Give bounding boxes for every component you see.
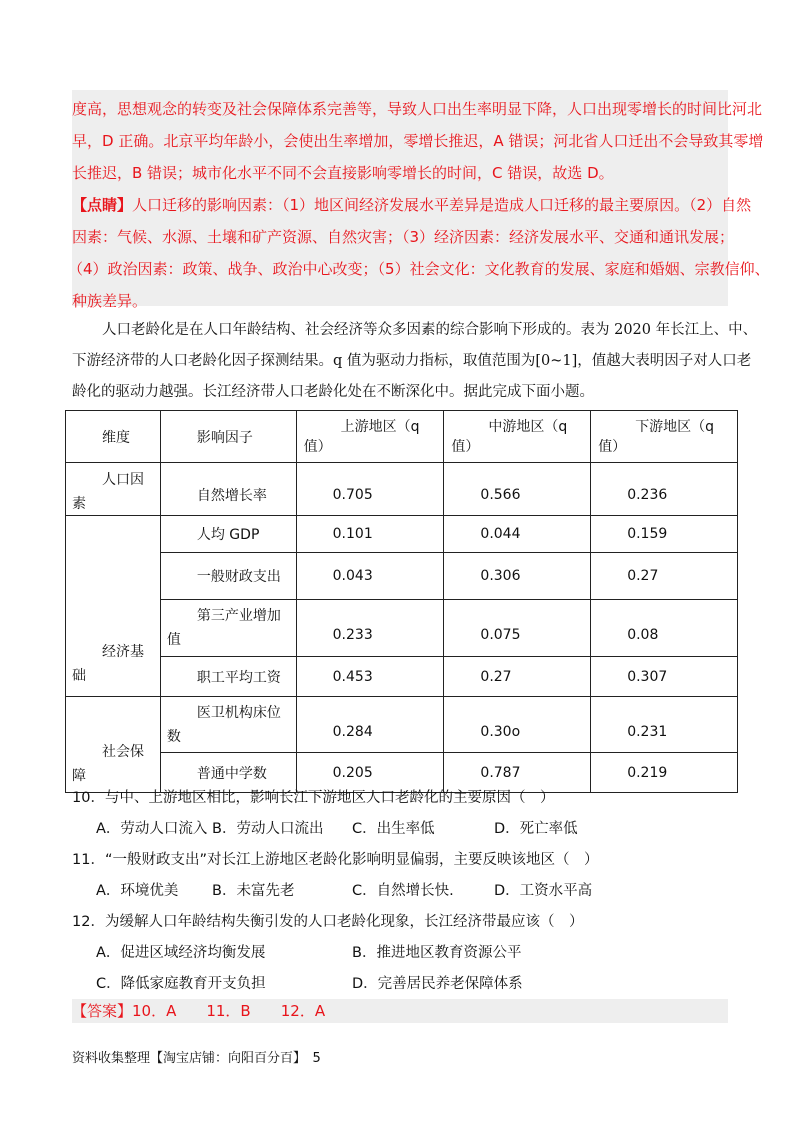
dimension-social-line-1: 社会保 (102, 744, 144, 760)
table-row (66, 697, 738, 753)
lower-value-cell: 0.219 (591, 753, 738, 793)
answer-line: 【答案】10．A 11．B 12．A (72, 1002, 326, 1020)
header-middle (444, 411, 591, 463)
factor-cell: 自然增长率 (160, 463, 296, 516)
aging-factor-table (65, 410, 738, 793)
question-10-option-a: A．劳动人口流入 (96, 821, 208, 837)
page-footer: 资料收集整理【淘宝店铺：向阳百分百】 5 (72, 1051, 321, 1066)
tip-line (72, 195, 751, 215)
middle-value-cell: 0.306 (444, 553, 591, 600)
question-12-option-d: D．完善居民养老保障体系 (352, 976, 523, 992)
explanation-line-2: 早，D 正确。北京平均年龄小，会使出生率增加，零增长推迟，A 错误；河北省人口迁出不会导致其零增 (72, 132, 764, 150)
lower-value-cell: 0.27 (591, 553, 738, 600)
tip-label: 【点睛】 (72, 196, 133, 214)
question-11-stem: 11．“一般财政支出”对长江上游地区老龄化影响明显偏弱，主要反映该地区（ ） (72, 852, 599, 868)
upper-value-cell: 0.233 (296, 600, 444, 657)
dimension-economy-line-2: 础 (72, 668, 86, 684)
explanation-line-5: 因素：气候、水源、土壤和矿产资源、自然灾害；（3）经济因素：经济发展水平、交通和通讯发展； (72, 228, 735, 246)
question-10-option-d: D．死亡率低 (494, 821, 578, 837)
question-12-option-a: A．促进区域经济均衡发展 (96, 945, 266, 961)
header-lower-line-2: 值） (598, 438, 627, 455)
lower-value-cell: 0.307 (591, 657, 738, 697)
header-lower-line-1: 下游地区（q (635, 418, 715, 435)
question-11-option-d: D．工资水平高 (494, 883, 593, 899)
table-row (66, 463, 738, 516)
question-12-option-b: B．推进地区教育资源公平 (352, 945, 522, 961)
dimension-economy-line-1: 经济基 (102, 644, 144, 660)
factor-line-1: 医卫机构床位 (196, 704, 281, 721)
question-10-stem: 10．与中、上游地区相比，影响长江下游地区人口老龄化的主要原因（ ） (72, 790, 555, 806)
factor-cell: 人均 GDP (160, 516, 296, 553)
upper-value-cell: 0.705 (296, 463, 444, 516)
intro-line-1: 人口老龄化是在人口年龄结构、社会经济等众多因素的综合影响下形成的。表为 2020 年长江上、中、 (102, 322, 758, 338)
explanation-line-7: 种族差异。 (72, 292, 148, 310)
dimension-social (66, 697, 161, 793)
lower-value-cell: 0.231 (591, 697, 738, 753)
dimension-population (66, 463, 161, 516)
table-row (66, 657, 738, 697)
header-middle-line-2: 值） (451, 438, 480, 455)
table-row (66, 600, 738, 657)
header-upper (296, 411, 444, 463)
factor-cell: 一般财政支出 (160, 553, 296, 600)
explanation-line-3: 长推迟，B 错误；城市化水平不同不会直接影响零增长的时间，C 错误，故选 D。 (72, 164, 614, 182)
factor-cell (160, 697, 296, 753)
middle-value-cell: 0.787 (444, 753, 591, 793)
middle-value-cell: 0.075 (444, 600, 591, 657)
dimension-population-line-1: 人口因 (102, 472, 144, 488)
header-upper-line-1: 上游地区（q (340, 418, 420, 435)
table-row (66, 753, 738, 793)
upper-value-cell: 0.205 (296, 753, 444, 793)
header-middle-line-1: 中游地区（q (488, 418, 568, 435)
upper-value-cell: 0.284 (296, 697, 444, 753)
question-11-option-a: A．环境优美 (96, 883, 179, 899)
dimension-social-line-2: 障 (72, 768, 86, 784)
intro-line-2: 下游经济带的人口老龄化因子探测结果。q 值为驱动力指标，取值范围为[0~1]，值越大表明因子对人口老 (72, 353, 752, 369)
upper-value-cell: 0.043 (296, 553, 444, 600)
lower-value-cell: 0.159 (591, 516, 738, 553)
dimension-population-line-2: 素 (72, 496, 86, 512)
factor-line-2: 数 (166, 728, 181, 745)
factor-line-1: 第三产业增加 (196, 608, 281, 624)
upper-value-cell: 0.101 (296, 516, 444, 553)
table-row (66, 516, 738, 553)
factor-cell (160, 600, 296, 657)
middle-value-cell: 0.566 (444, 463, 591, 516)
dimension-economy (66, 516, 161, 697)
upper-value-cell: 0.453 (296, 657, 444, 697)
question-10-option-c: C．出生率低 (352, 821, 435, 837)
header-factor: 影响因子 (160, 411, 296, 463)
explanation-line-1: 度高，思想观念的转变及社会保障体系完善等，导致人口出生率明显下降，人口出现零增长的时间比河北 (72, 100, 763, 118)
lower-value-cell: 0.08 (591, 600, 738, 657)
factor-cell: 职工平均工资 (160, 657, 296, 697)
header-dimension: 维度 (66, 411, 161, 463)
table-row (66, 553, 738, 600)
factor-line-2: 值 (166, 632, 181, 648)
factor-cell: 普通中学数 (160, 753, 296, 793)
question-12-option-c: C．降低家庭教育开支负担 (96, 976, 266, 992)
question-10-option-b: B．劳动人口流出 (212, 821, 324, 837)
intro-line-3: 龄化的驱动力越强。长江经济带人口老龄化处在不断深化中。据此完成下面小题。 (72, 384, 594, 400)
explanation-line-6: （4）政治因素：政策、战争、政治中心改变；（5）社会文化：文化教育的发展、家庭和婚姻、宗教信仰、 (68, 260, 770, 278)
question-11-option-c: C．自然增长快. (352, 883, 454, 899)
header-upper-line-2: 值） (303, 438, 332, 455)
tip-text: 人口迁移的影响因素：（1）地区间经济发展水平差异是造成人口迁移的最主要原因。（2）自然 (132, 196, 752, 214)
question-12-stem: 12．为缓解人口年龄结构失衡引发的人口老龄化现象，长江经济带最应该（ ） (72, 914, 584, 930)
table-header-row (66, 411, 738, 463)
question-11-option-b: B．未富先老 (212, 883, 295, 899)
middle-value-cell: 0.27 (444, 657, 591, 697)
middle-value-cell: 0.30o (444, 697, 591, 753)
header-lower (591, 411, 738, 463)
lower-value-cell: 0.236 (591, 463, 738, 516)
middle-value-cell: 0.044 (444, 516, 591, 553)
